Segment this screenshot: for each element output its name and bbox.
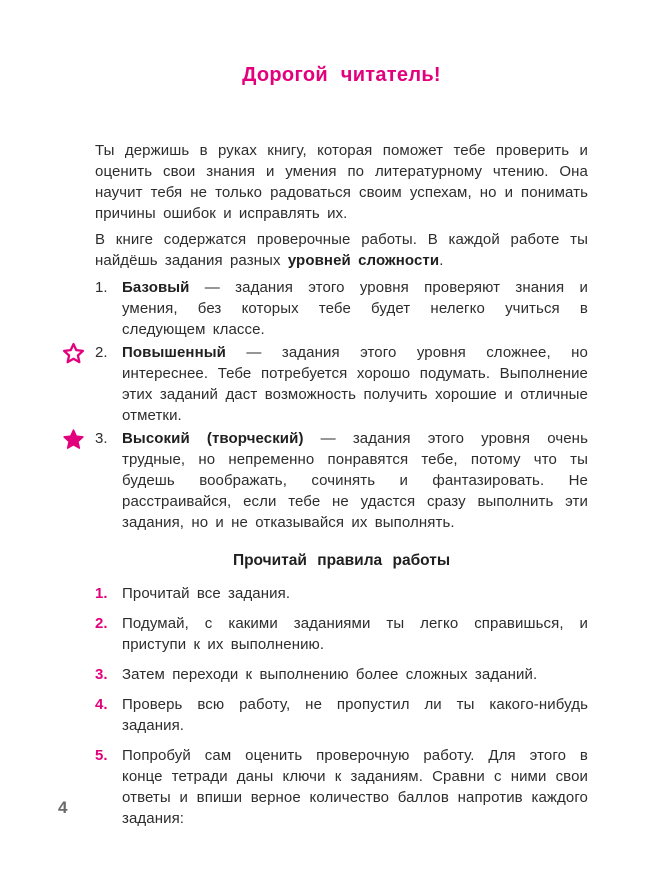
level-text: [122, 342, 588, 426]
rule-number: 1.: [95, 585, 108, 602]
level-text: [122, 428, 588, 533]
content-column: [95, 140, 588, 829]
rules-list: [95, 583, 588, 829]
rule-text: Затем переходи к выполнению более сложных заданий.: [122, 666, 538, 683]
rule-item: [95, 745, 588, 829]
rule-item: [95, 664, 588, 685]
rule-text: Прочитай все задания.: [122, 585, 291, 602]
level-number: 2.: [95, 344, 108, 361]
level-number: 1.: [95, 279, 108, 296]
rule-number: 2.: [95, 615, 108, 632]
level-term: Повышенный: [122, 344, 226, 361]
level-description: — задания этого уровня проверяют знания и умения, без которых тебе будет нелегко учиться в следующем классе.: [122, 279, 588, 338]
level-item-advanced: [95, 342, 588, 426]
star-outline-icon: [62, 342, 85, 365]
level-term: Высокий (творческий): [122, 430, 304, 447]
rule-item: [95, 613, 588, 655]
level-term: Базовый: [122, 279, 190, 296]
intro-paragraph-1: Ты держишь в руках книгу, которая поможет тебе проверить и оценить свои знания и умения по литературному чтению. Она научит тебя не только радоваться своим успехам, но и понимать причины ошибок и исправлять их.: [95, 142, 588, 222]
level-text: [122, 277, 588, 340]
intro-paragraph-2-tail: .: [439, 252, 444, 269]
rule-item: [95, 694, 588, 736]
rule-text: Подумай, с какими заданиями ты легко справишься, и приступи к их выполнению.: [122, 615, 588, 653]
rule-number: 3.: [95, 666, 108, 683]
intro-paragraph-2: [95, 229, 588, 271]
level-item-high-creative: [95, 428, 588, 533]
star-filled-icon: [62, 428, 85, 451]
intro-paragraph-2-text: В книге содержатся проверочные работы. В каждой работе ты найдёшь задания разных: [95, 231, 588, 269]
rule-number: 5.: [95, 747, 108, 764]
level-number: 3.: [95, 430, 108, 447]
rule-number: 4.: [95, 696, 108, 713]
level-description: — задания этого уровня очень трудные, но непременно понравятся тебе, потому что ты будешь воображать, сочинять и фантазировать. Не расстраивайся, если тебе не удастся сразу выполнить эти задания, но и не отказывайся их выполнять.: [122, 430, 588, 531]
difficulty-levels-list: [95, 277, 588, 533]
rule-text: Попробуй сам оценить проверочную работу. Для этого в конце тетради даны ключи к заданиям. Сравни с ними свои ответы и впиши верное количество баллов напротив каждого задания:: [122, 747, 588, 827]
page-number: 4: [58, 798, 68, 817]
level-description: — задания этого уровня сложнее, но интереснее. Тебе потребуется хорошо подумать. Выполнение этих заданий даст возможность получить хорошие и отличные отметки.: [122, 344, 588, 424]
intro-paragraph-2-bold: уровней сложности: [287, 252, 440, 269]
rule-item: [95, 583, 588, 604]
rules-heading: Прочитай правила работы: [232, 552, 451, 569]
level-item-basic: [95, 277, 588, 340]
rule-text: Проверь всю работу, не пропустил ли ты какого-нибудь задания.: [122, 696, 588, 734]
page-title: Дорогой читатель!: [242, 64, 441, 86]
